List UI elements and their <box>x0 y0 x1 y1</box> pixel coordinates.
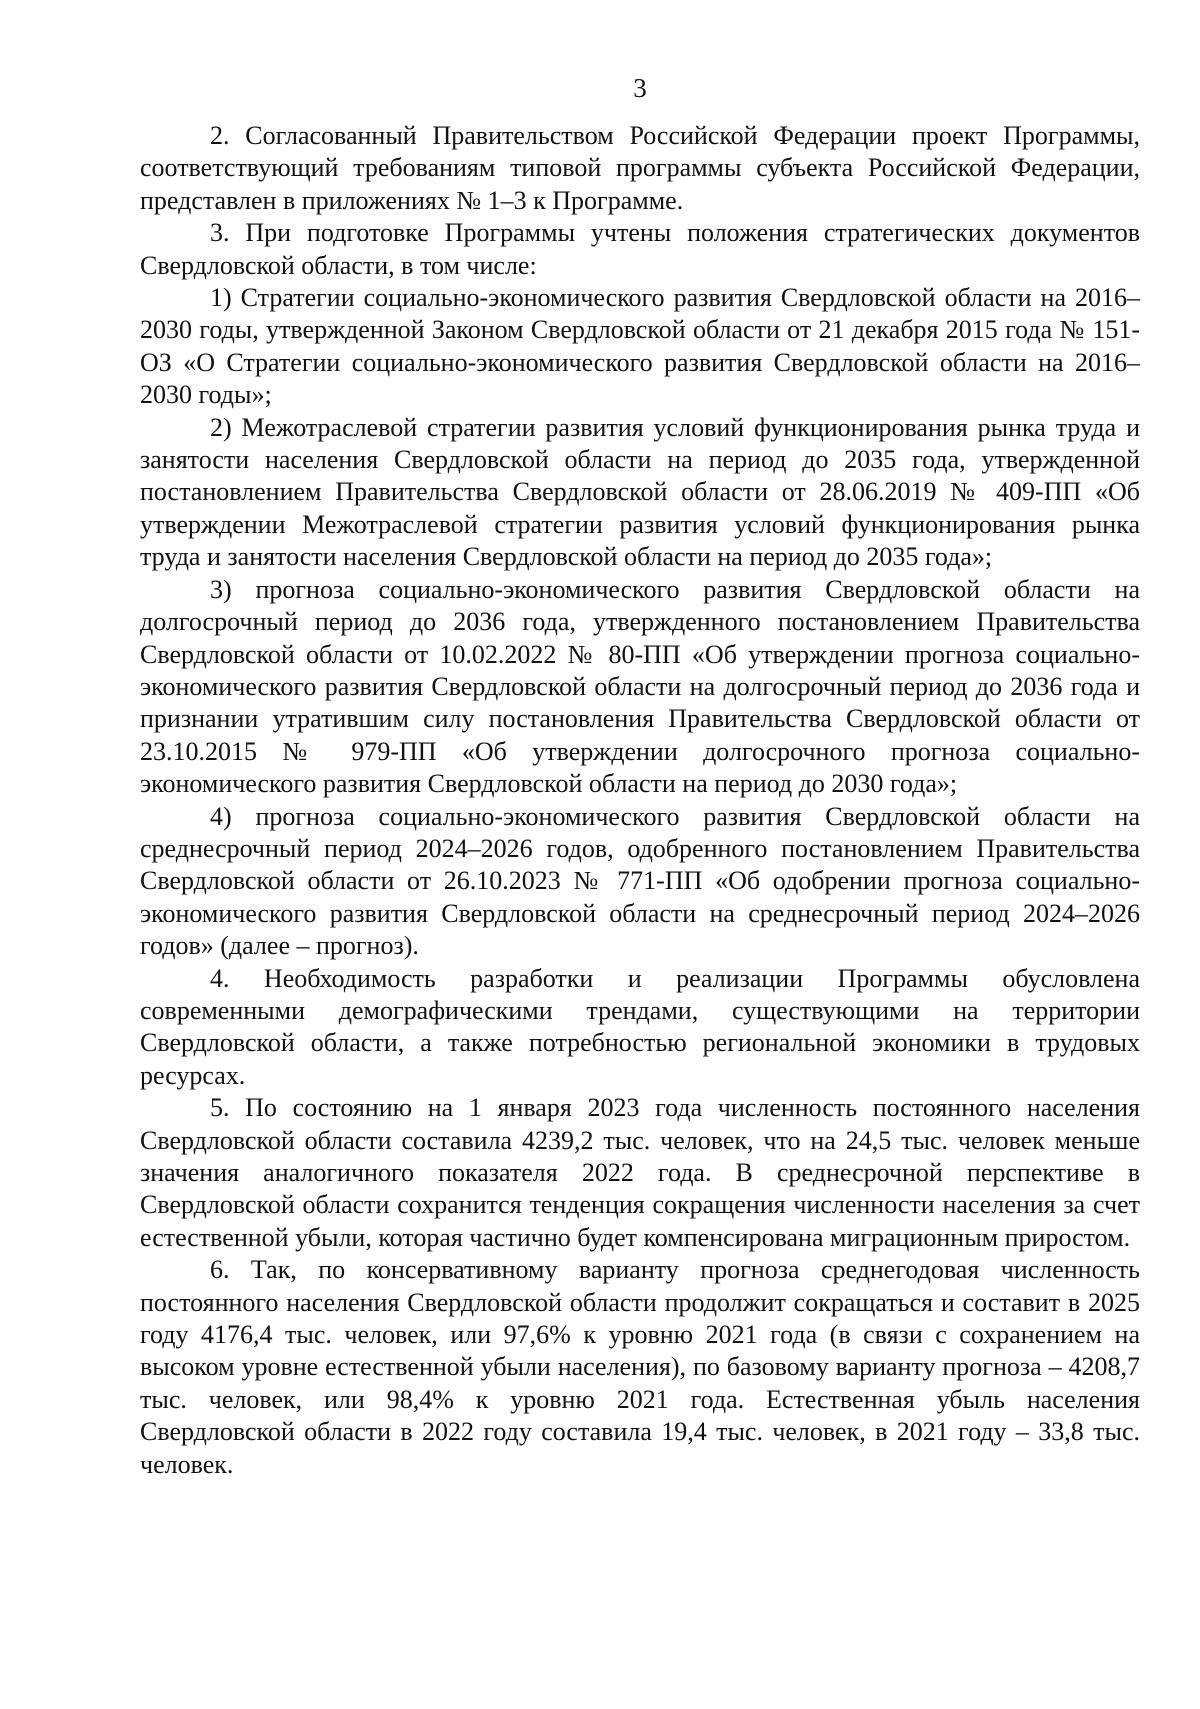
list-item-2: 2) Межотраслевой стратегии развития условий функционирования рынка труда и занятости населения Свердловской области на период до 2035 года, утвержденной постановлением Правительства Свердловской области от 28.06.2019 № 409-ПП «Об утверждении Межотраслевой стратегии развития условий функционирования рынка труда и занятости населения Свердловской области на период до 2035 года»; <box>140 412 1140 572</box>
paragraph-3: 3. При подготовке Программы учтены положения стратегических документов Свердловской области, в том числе: <box>140 218 1140 280</box>
list-item-3: 3) прогноза социально-экономического развития Свердловской области на долгосрочный период до 2036 года, утвержденного постановлением Правительства Свердловской области от 10.02.2022 № 80-ПП «Об утверждении прогноза социально-экономического развития Свердловской области на долгосрочный период до 2036 года и признании утратившим силу постановления Правительства Свердловской области от 23.10.2015 № 979-ПП «Об утверждении долгосрочного прогноза социально-экономического развития Свердловской области на период до 2030 года»; <box>140 574 1140 799</box>
list-item-4: 4) прогноза социально-экономического развития Свердловской области на среднесрочный период 2024–2026 годов, одобренного постановлением Правительства Свердловской области от 26.10.2023 № 771-ПП «Об одобрении прогноза социально-экономического развития Свердловской области на среднесрочный период 2024–2026 годов» (далее – прогноз). <box>140 801 1140 961</box>
paragraph-2: 2. Согласованный Правительством Российской Федерации проект Программы, соответствующий требованиям типовой программы субъекта Российской Федерации, представлен в приложениях № 1–3 к Программе. <box>140 121 1140 215</box>
paragraph-6: 6. Так, по консервативному варианту прогноза среднегодовая численность постоянного населения Свердловской области продолжит сокращаться и составит в 2025 году 4176,4 тыс. человек, или 97,6% к уровню 2021 года (в связи с сохранением на высоком уровне естественной убыли населения), по базовому варианту прогноза – 4208,7 тыс. человек, или 98,4% к уровню 2021 года. Естественная убыль населения Свердловской области в 2022 году составила 19,4 тыс. человек, в 2021 году – 33,8 тыс. человек. <box>140 1255 1140 1479</box>
page-number: 3 <box>633 73 647 103</box>
paragraph-4: 4. Необходимость разработки и реализации Программы обусловлена современными демографическими трендами, существующими на территории Свердловской области, а также потребностью региональной экономики в трудовых ресурсах. <box>140 963 1140 1090</box>
document-body <box>140 120 1140 1481</box>
list-item-1: 1) Стратегии социально-экономического развития Свердловской области на 2016–2030 годы, утвержденной Законом Свердловской области от 21 декабря 2015 года № 151-ОЗ «О Стратегии социально-экономического развития Свердловской области на 2016–2030 годы»; <box>140 283 1140 410</box>
paragraph-5: 5. По состоянию на 1 января 2023 года численность постоянного населения Свердловской области составила 4239,2 тыс. человек, что на 24,5 тыс. человек меньше значения аналогичного показателя 2022 года. В среднесрочной перспективе в Свердловской области сохранится тенденция сокращения численности населения за счет естественной убыли, которая частично будет компенсирована миграционным приростом. <box>140 1093 1140 1252</box>
